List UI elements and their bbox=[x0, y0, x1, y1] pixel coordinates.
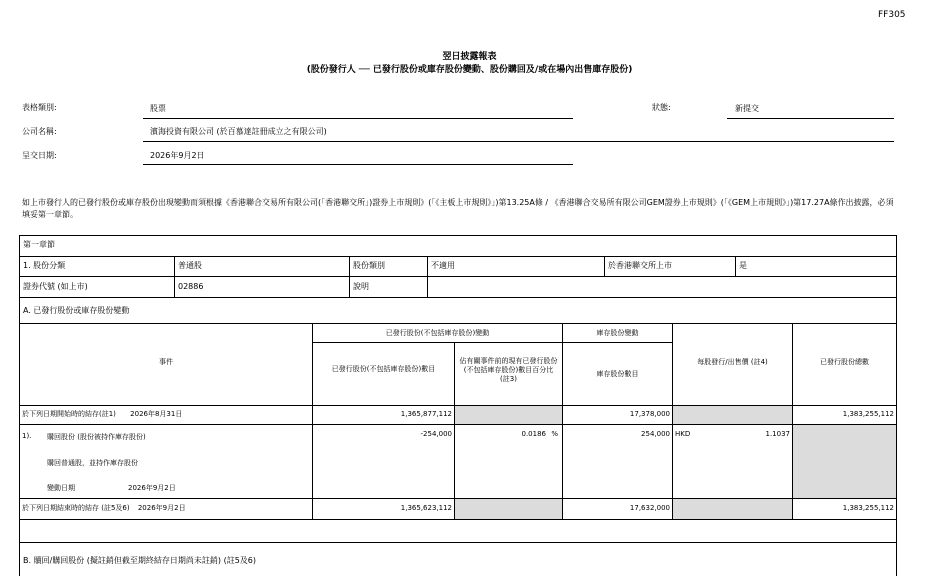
status-label: 狀態: bbox=[652, 103, 671, 112]
listed-value: 是 bbox=[736, 257, 897, 277]
company-value: 濱海投資有限公司 (於百慕達註冊成立之有限公司) bbox=[150, 127, 327, 136]
listed-label: 於香港聯交所上市 bbox=[605, 257, 736, 277]
spacer-row bbox=[20, 520, 897, 543]
closing-label-text: 於下列日期結束時的結存 (註5及6) bbox=[22, 504, 130, 512]
divider bbox=[727, 118, 894, 119]
event-date-label: 變動日期 bbox=[47, 484, 75, 492]
opening-label-text: 於下列日期開始時的結存(註1) bbox=[22, 410, 116, 418]
disclosure-table bbox=[19, 235, 897, 576]
closing-total: 1,383,255,112 bbox=[793, 499, 897, 520]
event-row bbox=[20, 425, 313, 499]
sectionA-title: A. 已發行股份或庫存股份變動 bbox=[20, 298, 897, 324]
form-code: FF305 bbox=[878, 10, 906, 20]
shaded-cell bbox=[793, 425, 897, 499]
description-value bbox=[428, 277, 897, 298]
event-price: 1.1037 bbox=[765, 430, 790, 438]
date-value: 2026年9月2日 bbox=[150, 151, 205, 160]
share-type-value: 不適用 bbox=[428, 257, 605, 277]
divider bbox=[143, 118, 573, 119]
col-treasury-count-header: 庫存股份數目 bbox=[563, 343, 673, 406]
status-value: 新提交 bbox=[735, 104, 759, 113]
section1-title-text: 第一章節 bbox=[23, 240, 55, 249]
event-description: 購回股份 (股份被持作庫存股份) bbox=[47, 433, 146, 441]
shaded-cell bbox=[673, 406, 793, 425]
opening-date: 2026年8月31日 bbox=[130, 410, 183, 418]
event-subdescription: 購回普通股，並持作庫存股份 bbox=[47, 459, 138, 467]
event-treasury: 254,000 bbox=[563, 425, 673, 499]
intro-text: 如上市發行人的已發行股份或庫存股份出現變動而須根據《香港聯合交易所有限公司(「香港聯交所」)證券上市規則》(「《主板上市規則》」)第13.25A條 / 《香港聯合交易所有限公司GEM證券上市規則》(「《GEM上市規則》」)第17.27A條作出披露，必須填妥第一章節。 bbox=[22, 198, 894, 219]
page-subtitle: (股份發行人 ── 已發行股份或庫存股份變動、股份購回及/或在場內出售庫存股份) bbox=[306, 65, 633, 75]
description-label: 說明 bbox=[350, 277, 428, 298]
company-label: 公司名稱: bbox=[22, 127, 57, 136]
stock-code-value: 02886 bbox=[175, 277, 350, 298]
event-pct-cell bbox=[455, 425, 563, 499]
share-class-label: 1. 股份分類 bbox=[20, 257, 175, 277]
closing-balance-label bbox=[20, 499, 313, 520]
col-total-header: 已發行股份總數 bbox=[793, 324, 897, 406]
col-issued-pct-header: 佔有關事件前的現有已發行股份(不包括庫存股份)數目百分比 (註3) bbox=[455, 343, 563, 406]
col-issued-group-header: 已發行股份(不包括庫存股份)變動 bbox=[313, 324, 563, 343]
col-event-header: 事件 bbox=[20, 324, 313, 406]
event-pct: 0.0186 bbox=[521, 430, 546, 438]
col-issued-count-header: 已發行股份(不包括庫存股份)數目 bbox=[313, 343, 455, 406]
opening-total: 1,383,255,112 bbox=[793, 406, 897, 425]
section1-title bbox=[20, 236, 897, 257]
closing-issued: 1,365,623,112 bbox=[313, 499, 455, 520]
opening-treasury: 17,378,000 bbox=[563, 406, 673, 425]
event-issued: -254,000 bbox=[313, 425, 455, 499]
event-price-cell bbox=[673, 425, 793, 499]
col-price-header: 每股發行/出售價 (註4) bbox=[673, 324, 793, 406]
stock-code-label: 證券代號 (如上市) bbox=[20, 277, 175, 298]
shaded-cell bbox=[673, 499, 793, 520]
opening-issued: 1,365,877,112 bbox=[313, 406, 455, 425]
date-label: 呈交日期: bbox=[22, 151, 57, 160]
divider bbox=[143, 141, 894, 142]
event-date: 2026年9月2日 bbox=[128, 484, 176, 492]
shaded-cell bbox=[455, 406, 563, 425]
page-title: 翌日披露報表 bbox=[442, 52, 497, 62]
col-treasury-group-header: 庫存股份變動 bbox=[563, 324, 673, 343]
closing-treasury: 17,632,000 bbox=[563, 499, 673, 520]
form-type-value: 股票 bbox=[150, 104, 166, 113]
event-currency: HKD bbox=[675, 430, 691, 438]
opening-balance-label bbox=[20, 406, 313, 425]
divider bbox=[143, 164, 573, 165]
form-type-label: 表格類別: bbox=[22, 103, 57, 112]
sectionB-title: B. 贖回/購回股份 (擬註銷但截至期終結存日期尚未註銷) (註5及6) bbox=[20, 543, 897, 576]
share-type-label: 股份類別 bbox=[350, 257, 428, 277]
event-pct-unit: % bbox=[551, 430, 558, 438]
event-number: 1). bbox=[22, 432, 32, 440]
shaded-cell bbox=[455, 499, 563, 520]
closing-date: 2026年9月2日 bbox=[137, 504, 186, 512]
share-class-value: 普通股 bbox=[175, 257, 350, 277]
